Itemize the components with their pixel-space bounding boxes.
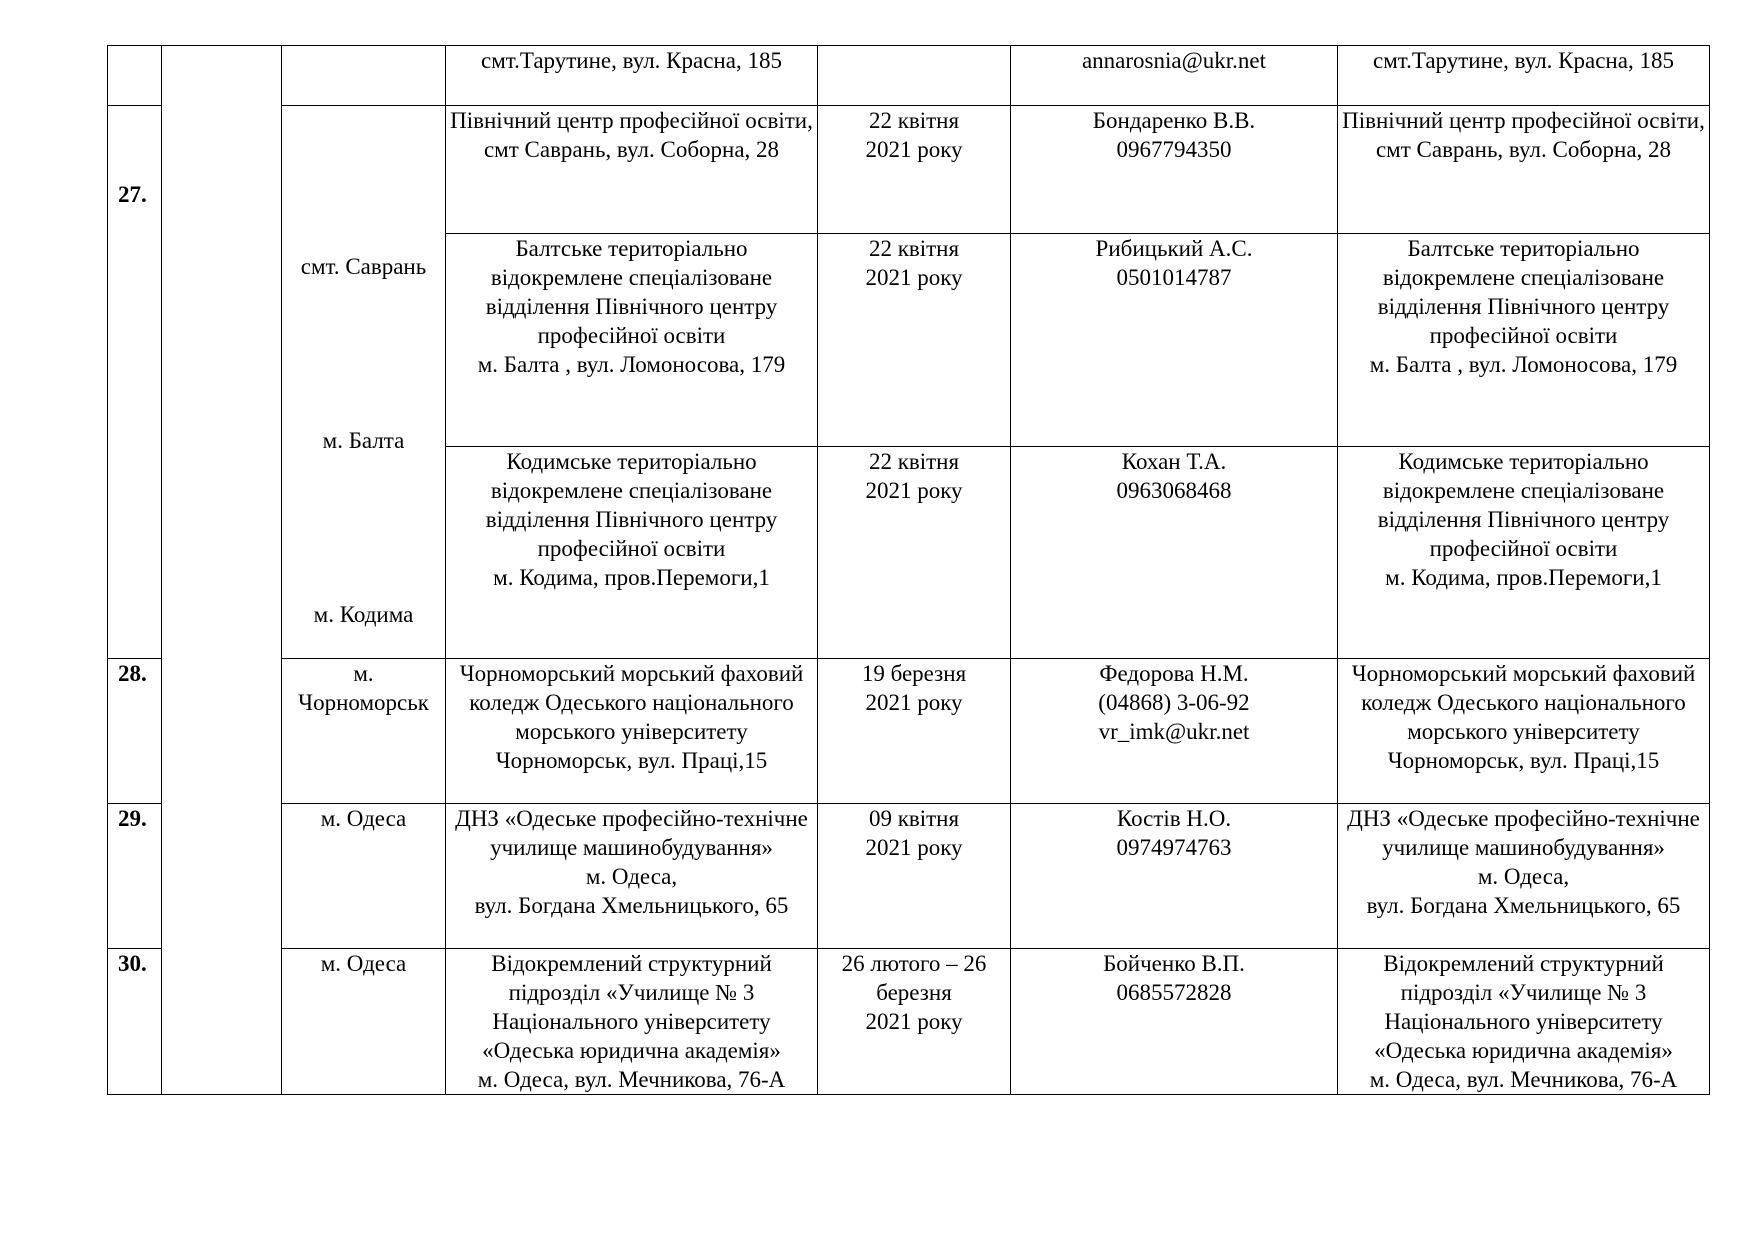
institution-cell: Чорноморський морський фаховий коледж Одеського національного морського університету Чорноморськ, вул. Праці,15	[446, 659, 818, 804]
contact-cell: annarosnia@ukr.net	[1011, 46, 1338, 106]
date-cell: 22 квітня 2021 року	[818, 106, 1011, 234]
row-number: 29.	[108, 804, 162, 949]
institution-cell: смт.Тарутине, вул. Красна, 185	[446, 46, 818, 106]
contact-cell: Бондаренко В.В. 0967794350	[1011, 106, 1338, 234]
institution-cell: Північний центр професійної освіти, смт Саврань, вул. Соборна, 28	[446, 106, 818, 234]
contact-cell: Кохан Т.А. 0963068468	[1011, 446, 1338, 658]
institutions-table	[107, 45, 1710, 1095]
table-row	[108, 804, 1710, 949]
contact-cell: Бойченко В.П. 0685572828	[1011, 949, 1338, 1095]
place-cell: м. Чорноморськ	[282, 659, 446, 804]
district-cell	[162, 46, 282, 1095]
place-cell	[282, 106, 446, 659]
date-cell: 22 квітня 2021 року	[818, 234, 1011, 446]
table-row	[108, 106, 1710, 234]
contact-cell: Костів Н.О. 0974974763	[1011, 804, 1338, 949]
date-cell: 19 березня 2021 року	[818, 659, 1011, 804]
place-balta: м. Балта	[322, 428, 405, 453]
place-savran: смт. Саврань	[300, 254, 427, 279]
place-cell: м. Одеса	[282, 804, 446, 949]
table-row	[108, 46, 1710, 106]
institution-cell: ДНЗ «Одеське професійно-технічне училище машинобудування» м. Одеса, вул. Богдана Хмельницького, 65	[446, 804, 818, 949]
institution-cell: Відокремлений структурний підрозділ «Училище № 3 Національного університету «Одеська юридична академія» м. Одеса, вул. Мечникова, 76-А	[446, 949, 818, 1095]
row-number: 27.	[108, 106, 162, 659]
place-cell: м. Одеса	[282, 949, 446, 1095]
place-cell	[282, 46, 446, 106]
date-cell	[818, 46, 1011, 106]
place-kodyma: м. Кодима	[313, 602, 414, 627]
table-row	[108, 949, 1710, 1095]
address-cell: Чорноморський морський фаховий коледж Одеського національного морського університету Чорноморськ, вул. Праці,15	[1338, 659, 1710, 804]
row-number-cell	[108, 46, 162, 106]
contact-cell: Рибицький А.С. 0501014787	[1011, 234, 1338, 446]
address-cell: Відокремлений структурний підрозділ «Училище № 3 Національного університету «Одеська юридична академія» м. Одеса, вул. Мечникова, 76-А	[1338, 949, 1710, 1095]
institution-cell: Балтське територіально відокремлене спеціалізоване відділення Північного центру професійної освіти м. Балта , вул. Ломоносова, 179	[446, 234, 818, 446]
address-cell: Кодимське територіально відокремлене спеціалізоване відділення Північного центру професійної освіти м. Кодима, пров.Перемоги,1	[1338, 446, 1710, 658]
date-cell: 26 лютого – 26 березня 2021 року	[818, 949, 1011, 1095]
date-cell: 09 квітня 2021 року	[818, 804, 1011, 949]
address-cell: Балтське територіально відокремлене спеціалізоване відділення Північного центру професійної освіти м. Балта , вул. Ломоносова, 179	[1338, 234, 1710, 446]
address-cell: ДНЗ «Одеське професійно-технічне училище машинобудування» м. Одеса, вул. Богдана Хмельницького, 65	[1338, 804, 1710, 949]
row-number: 28.	[108, 659, 162, 804]
institution-cell: Кодимське територіально відокремлене спеціалізоване відділення Північного центру професійної освіти м. Кодима, пров.Перемоги,1	[446, 446, 818, 658]
address-cell: смт.Тарутине, вул. Красна, 185	[1338, 46, 1710, 106]
contact-cell: Федорова Н.М. (04868) 3-06-92 vr_imk@ukr.net	[1011, 659, 1338, 804]
date-cell: 22 квітня 2021 року	[818, 446, 1011, 658]
table-row	[108, 659, 1710, 804]
row-number: 30.	[108, 949, 162, 1095]
address-cell: Північний центр професійної освіти, смт Саврань, вул. Соборна, 28	[1338, 106, 1710, 234]
